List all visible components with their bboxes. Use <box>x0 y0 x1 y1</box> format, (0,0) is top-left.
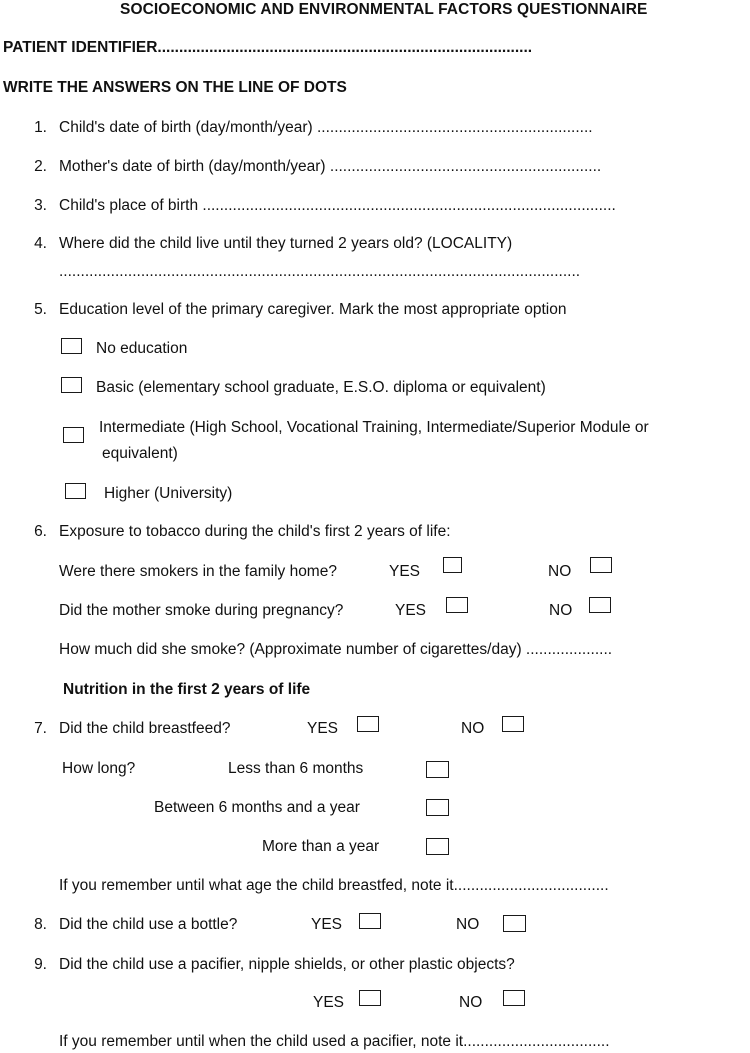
bottle-yes-checkbox[interactable] <box>359 913 381 929</box>
education-higher-checkbox[interactable] <box>65 483 86 499</box>
question-text: Did the child use a pacifier, nipple shields, or other plastic objects? <box>59 956 515 973</box>
option-label: No education <box>96 340 188 357</box>
question-number: 1. <box>34 119 47 136</box>
patient-identifier-field[interactable]: PATIENT IDENTIFIER....................................................................................... <box>3 39 533 56</box>
option-label: Basic (elementary school graduate, E.S.O. diploma or equivalent) <box>96 379 546 396</box>
no-label: NO <box>461 720 485 737</box>
pacifier-no-checkbox[interactable] <box>503 990 525 1006</box>
mother-smoked-no-checkbox[interactable] <box>589 597 611 613</box>
section-heading: Nutrition in the first 2 years of life <box>63 681 311 698</box>
cigarettes-per-day-field[interactable]: How much did she smoke? (Approximate number of cigarettes/day) .................... <box>59 641 613 658</box>
smokers-home-no-checkbox[interactable] <box>590 557 612 573</box>
less-than-6-months-checkbox[interactable] <box>426 761 449 778</box>
education-intermediate-checkbox[interactable] <box>63 427 84 443</box>
mother-smoked-yes-checkbox[interactable] <box>446 597 468 613</box>
question-number: 4. <box>34 235 47 252</box>
question-number: 6. <box>34 523 47 540</box>
sub-question-text: Did the mother smoke during pregnancy? <box>59 602 344 619</box>
yes-label: YES <box>307 720 339 737</box>
no-label: NO <box>456 916 480 933</box>
how-long-label: How long? <box>62 760 136 777</box>
no-label: NO <box>459 994 483 1011</box>
child-birthplace-field[interactable]: Child's place of birth ................................................................................................ <box>59 197 616 214</box>
question-number: 8. <box>34 916 47 933</box>
instructions-heading: WRITE THE ANSWERS ON THE LINE OF DOTS <box>3 79 347 96</box>
between-6-months-year-checkbox[interactable] <box>426 799 449 816</box>
yes-label: YES <box>313 994 345 1011</box>
no-label: NO <box>548 563 572 580</box>
bottle-no-checkbox[interactable] <box>503 915 526 932</box>
question-number: 2. <box>34 158 47 175</box>
sub-question-text: Were there smokers in the family home? <box>59 563 337 580</box>
question-number: 7. <box>34 720 47 737</box>
pacifier-age-field[interactable]: If you remember until when the child used a pacifier, note it.................................. <box>59 1033 610 1050</box>
breastfed-age-field[interactable]: If you remember until what age the child breastfed, note it.................................... <box>59 877 609 894</box>
question-number: 3. <box>34 197 47 214</box>
option-label: Intermediate (High School, Vocational Training, Intermediate/Superior Module or <box>99 419 649 436</box>
more-than-year-checkbox[interactable] <box>426 838 449 855</box>
education-none-checkbox[interactable] <box>61 338 82 354</box>
questionnaire-title: SOCIOECONOMIC AND ENVIRONMENTAL FACTORS QUESTIONNAIRE <box>120 1 648 18</box>
question-text: Exposure to tobacco during the child's first 2 years of life: <box>59 523 451 540</box>
smokers-home-yes-checkbox[interactable] <box>443 557 462 573</box>
yes-label: YES <box>395 602 427 619</box>
question-number: 9. <box>34 956 47 973</box>
child-birthdate-field[interactable]: Child's date of birth (day/month/year) ................................................................ <box>59 119 593 136</box>
education-basic-checkbox[interactable] <box>61 377 82 393</box>
breastfeed-no-checkbox[interactable] <box>502 716 524 732</box>
mother-birthdate-field[interactable]: Mother's date of birth (day/month/year) ............................................................... <box>59 158 602 175</box>
option-label: Between 6 months and a year <box>154 799 360 816</box>
question-number: 5. <box>34 301 47 318</box>
breastfeed-yes-checkbox[interactable] <box>357 716 379 732</box>
question-text: Education level of the primary caregiver. Mark the most appropriate option <box>59 301 567 318</box>
yes-label: YES <box>311 916 343 933</box>
option-label-continued: equivalent) <box>102 445 178 462</box>
option-label: Higher (University) <box>104 485 233 502</box>
question-text: Where did the child live until they turned 2 years old? (LOCALITY) <box>59 235 513 252</box>
option-label: More than a year <box>262 838 380 855</box>
option-label: Less than 6 months <box>228 760 364 777</box>
no-label: NO <box>549 602 573 619</box>
locality-field[interactable]: ......................................................................................................................... <box>59 263 581 280</box>
yes-label: YES <box>389 563 421 580</box>
question-text: Did the child use a bottle? <box>59 916 238 933</box>
pacifier-yes-checkbox[interactable] <box>359 990 381 1006</box>
question-text: Did the child breastfeed? <box>59 720 231 737</box>
